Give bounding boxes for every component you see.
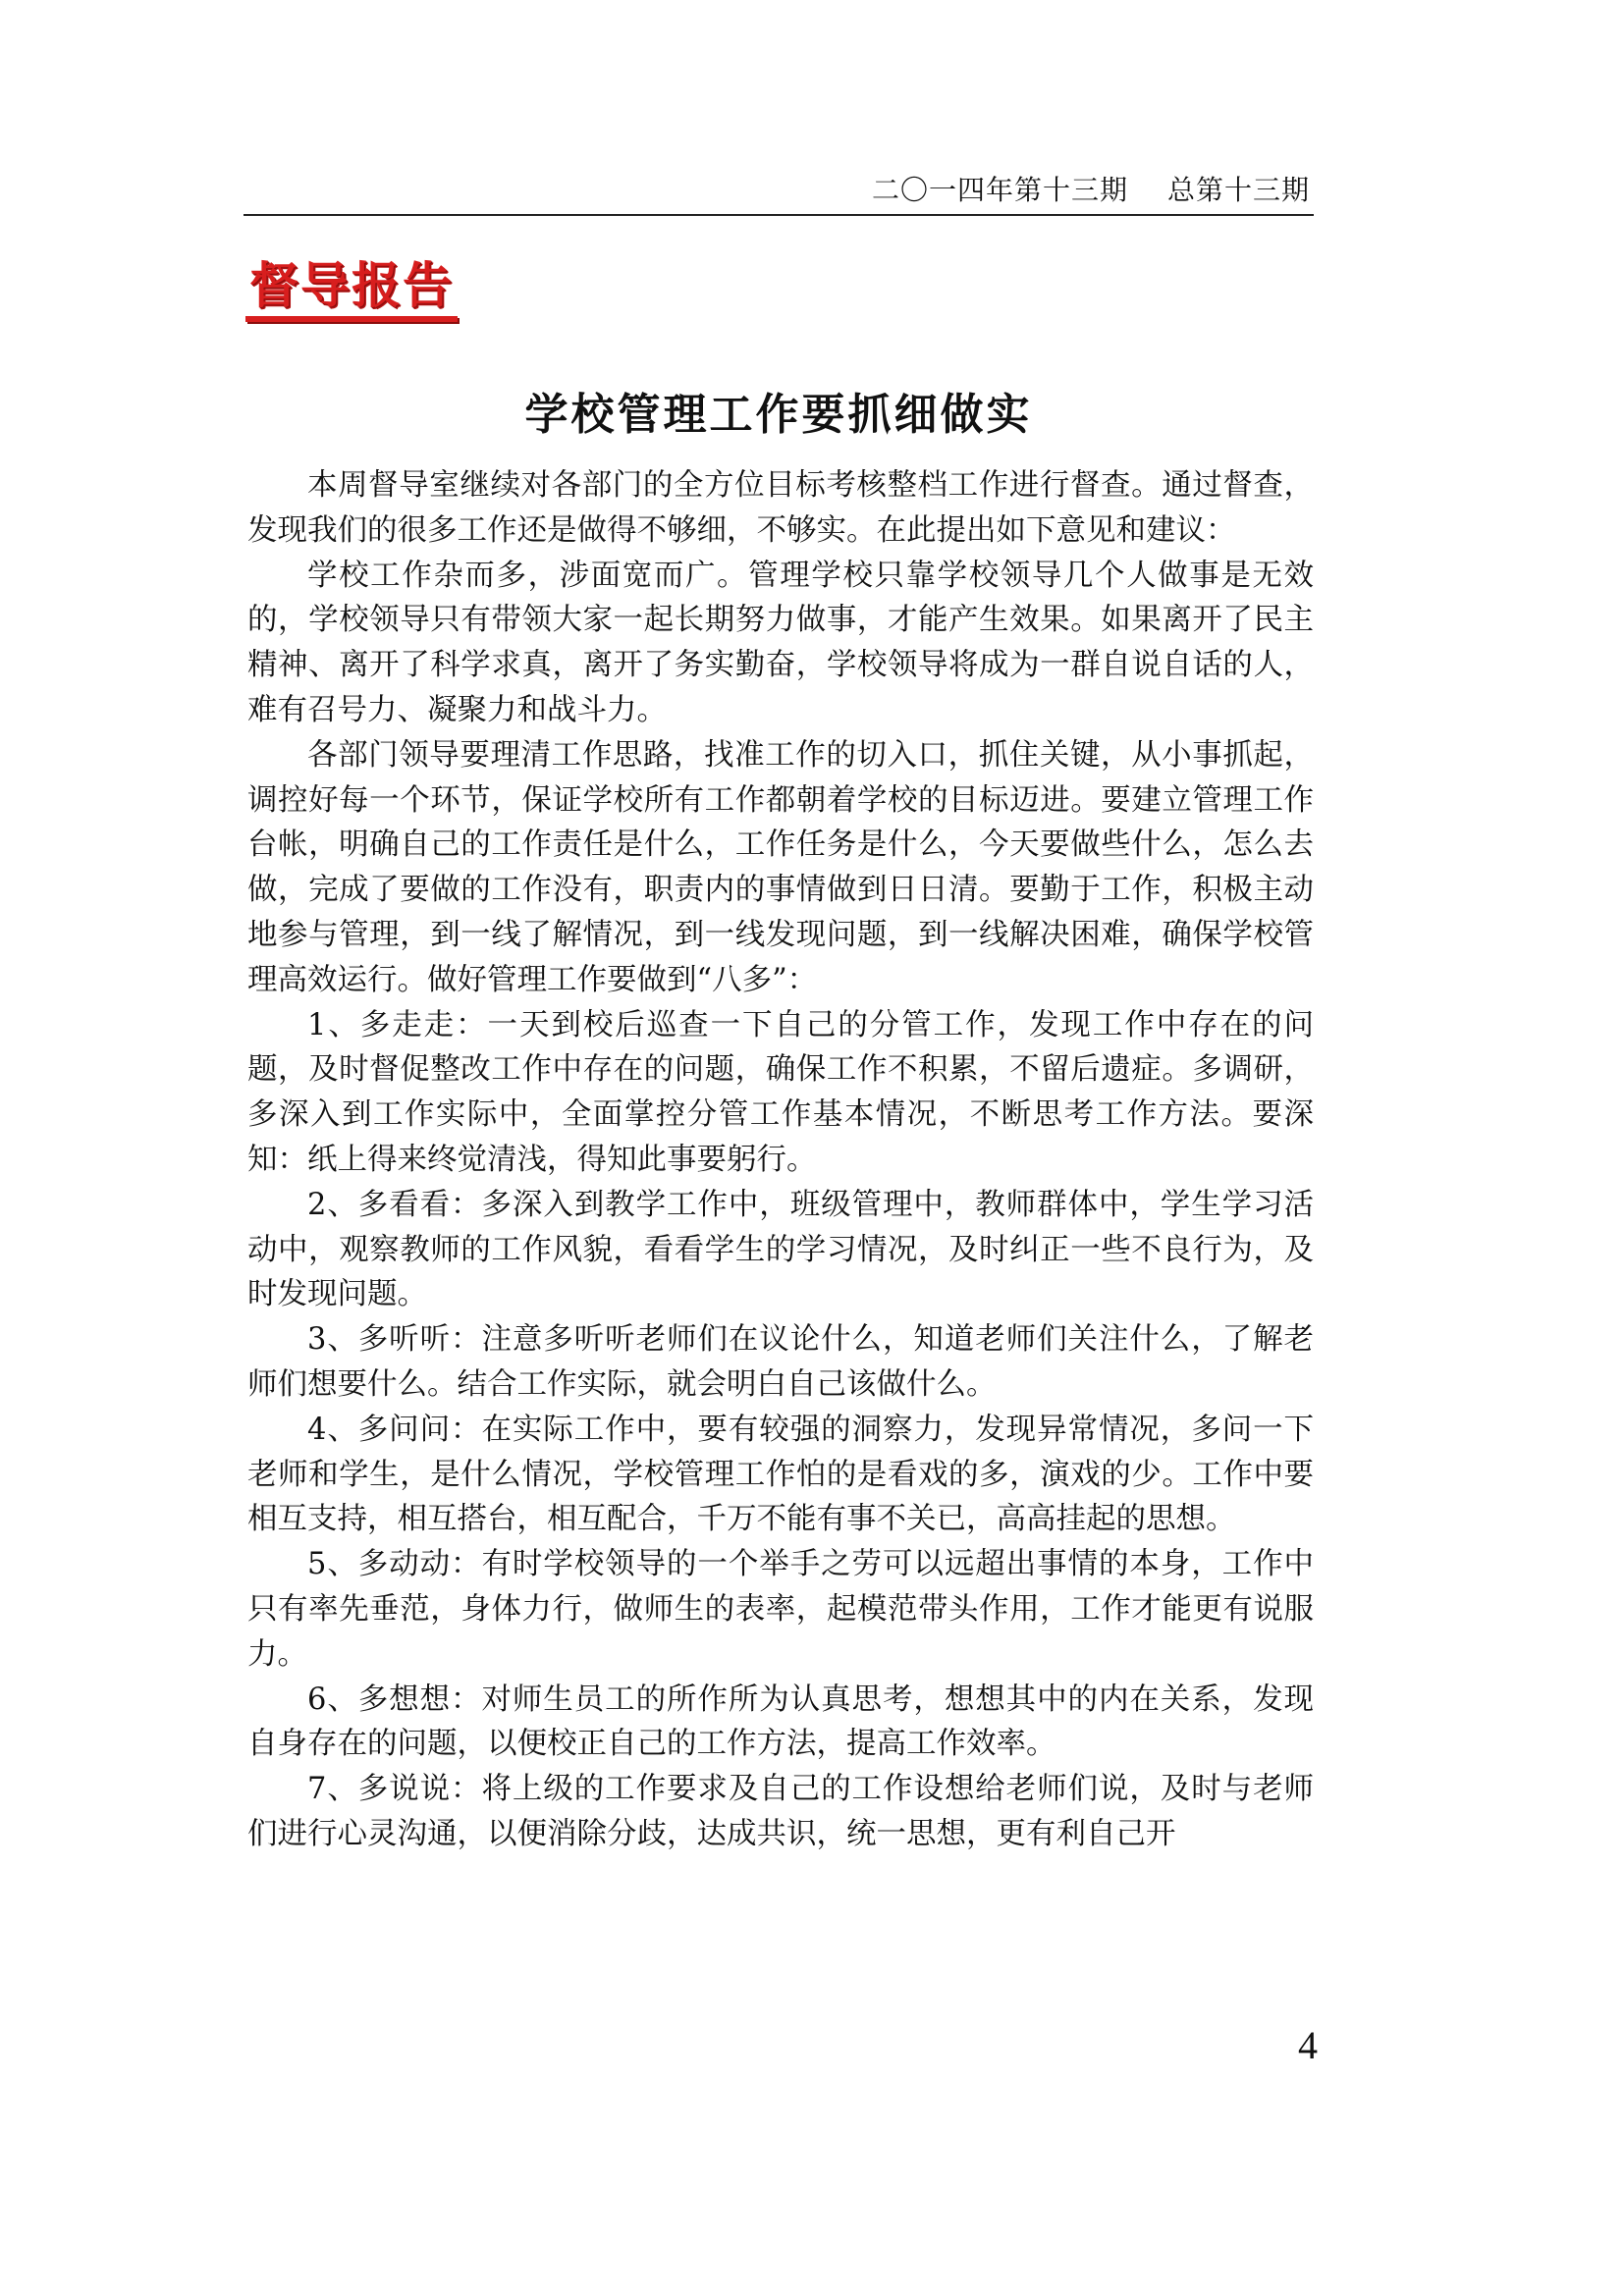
total-issue-number: 总第十三期: [1166, 174, 1310, 206]
section-banner: [245, 257, 458, 322]
page-number: 4: [1298, 2023, 1318, 2067]
article-paragraph: 4、多问问：在实际工作中，要有较强的洞察力，发现异常情况，多问一下老师和学生，是什么情况，学校管理工作怕的是看戏的多，演戏的少。工作中要相互支持，相互搭台，相互配合，千万不能有事不关已，高高挂起的思想。: [247, 1412, 1314, 1537]
article-paragraph: 学校工作杂而多，涉面宽而广。管理学校只靠学校领导几个人做事是无效的，学校领导只有带领大家一起长期努力做事，才能产生效果。如果离开了民主精神、离开了科学求真，离开了务实勤奋，学校领导将成为一群自说自话的人，难有召号力、凝聚力和战斗力。: [247, 558, 1314, 727]
article-paragraph: 5、多动动：有时学校领导的一个举手之劳可以远超出事情的本身，工作中只有率先垂范，身体力行，做师生的表率，起模范带头作用，工作才能更有说服力。: [247, 1547, 1314, 1672]
article-paragraph: 各部门领导要理清工作思路，找准工作的切入口，抓住关键，从小事抓起，调控好每一个环节，保证学校所有工作都朝着学校的目标迈进。要建立管理工作台帐，明确自己的工作责任是什么，工作任务是什么，今天要做些什么，怎么去做，完成了要做的工作没有，职责内的事情做到日日清。要勤于工作，积极主动地参与管理，到一线了解情况，到一线发现问题，到一线解决困难，确保学校管理高效运行。做好管理工作要做到“八多”：: [247, 737, 1314, 997]
article-title: 学校管理工作要抓细做实: [524, 390, 1033, 440]
article-paragraph: 本周督导室继续对各部门的全方位目标考核整档工作进行督查。通过督查，发现我们的很多工作还是做得不够细，不够实。在此提出如下意见和建议：: [247, 468, 1314, 548]
issue-info: [872, 169, 1310, 208]
section-underline: [245, 316, 458, 322]
issue-header: [244, 167, 1314, 216]
article-paragraph: 1、多走走：一天到校后巡查一下自己的分管工作，发现工作中存在的问题，及时督促整改工作中存在的问题，确保工作不积累，不留后遗症。多调研，多深入到工作实际中，全面掌控分管工作基本情况，不断思考工作方法。要深知：纸上得来终觉清浅，得知此事要躬行。: [247, 1007, 1314, 1177]
section-label: 督导报告: [249, 257, 454, 314]
article-paragraph: 2、多看看：多深入到教学工作中，班级管理中，教师群体中，学生学习活动中，观察教师的工作风貌，看看学生的学习情况，及时纠正一些不良行为，及时发现问题。: [247, 1187, 1314, 1312]
issue-number: 二〇一四年第十三期: [871, 174, 1128, 206]
article-body: [247, 463, 1314, 1857]
article-paragraph: 3、多听听：注意多听听老师们在议论什么，知道老师们关注什么，了解老师们想要什么。结合工作实际，就会明白自己该做什么。: [247, 1322, 1314, 1402]
article-paragraph: 7、多说说：将上级的工作要求及自己的工作设想给老师们说，及时与老师们进行心灵沟通，以便消除分歧，达成共识，统一思想，更有利自己开: [247, 1772, 1314, 1851]
article-paragraph: 6、多想想：对师生员工的所作所为认真思考，想想其中的内在关系，发现自身存在的问题，以便校正自己的工作方法，提高工作效率。: [247, 1682, 1314, 1762]
